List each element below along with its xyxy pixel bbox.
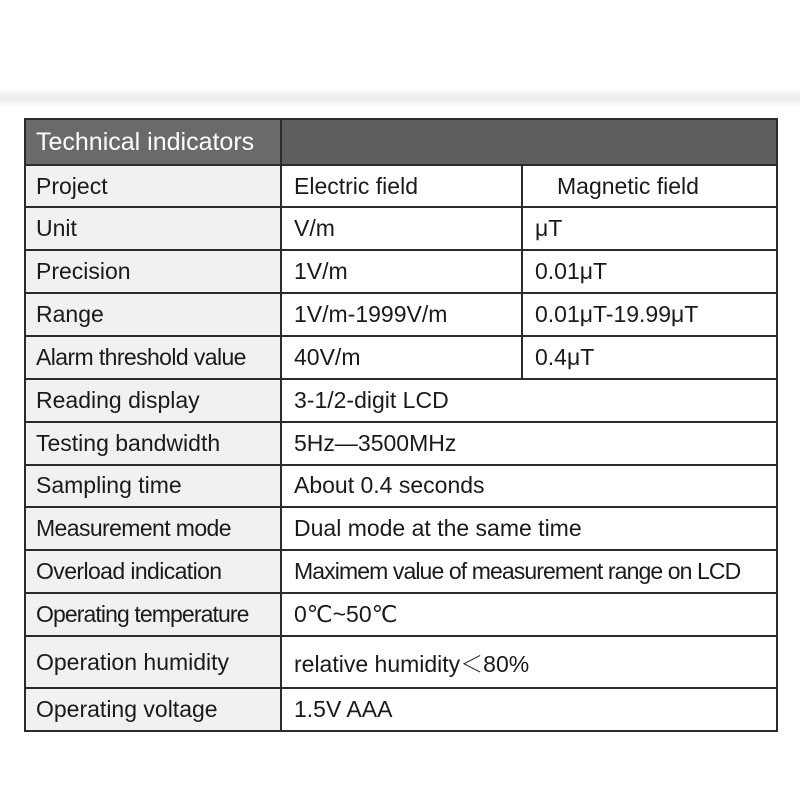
table-row: [25, 507, 777, 550]
row-value: Maximem value of measurement range on LCD: [281, 550, 777, 593]
row-label: Overload indication: [25, 550, 281, 593]
row-label: Operating temperature: [25, 593, 281, 636]
magnetic-value: 0.4μT: [522, 336, 777, 379]
row-label: Reading display: [25, 379, 281, 422]
row-label: Sampling time: [25, 465, 281, 508]
table-row: [25, 636, 777, 688]
row-label: Precision: [25, 250, 281, 293]
magnetic-value: μT: [522, 207, 777, 250]
row-label: Measurement mode: [25, 507, 281, 550]
electric-value: 1V/m-1999V/m: [281, 293, 522, 336]
table-title-row: [25, 119, 777, 165]
table-row: [25, 379, 777, 422]
row-value: About 0.4 seconds: [281, 465, 777, 508]
title-fill: [281, 119, 777, 165]
row-label: Operating voltage: [25, 688, 281, 731]
technical-indicators-table: [24, 118, 778, 732]
header-magnetic-field: Magnetic field: [522, 165, 777, 207]
table-row: [25, 688, 777, 731]
row-value: 0℃~50℃: [281, 593, 777, 636]
header-project: Project: [25, 165, 281, 207]
row-label: Range: [25, 293, 281, 336]
table-title: Technical indicators: [25, 119, 281, 165]
table-row: [25, 207, 777, 250]
row-label: Alarm threshold value: [25, 336, 281, 379]
row-value: Dual mode at the same time: [281, 507, 777, 550]
electric-value: V/m: [281, 207, 522, 250]
table-row: [25, 250, 777, 293]
row-label: Operation humidity: [25, 636, 281, 688]
row-label: Unit: [25, 207, 281, 250]
table-row: [25, 336, 777, 379]
table-header-row: [25, 165, 777, 207]
row-value: 3-1/2-digit LCD: [281, 379, 777, 422]
table-row: [25, 593, 777, 636]
magnetic-value: 0.01μT: [522, 250, 777, 293]
table-row: [25, 293, 777, 336]
magnetic-value: 0.01μT-19.99μT: [522, 293, 777, 336]
electric-value: 1V/m: [281, 250, 522, 293]
row-value: 5Hz—3500MHz: [281, 422, 777, 465]
electric-value: 40V/m: [281, 336, 522, 379]
table-row: [25, 422, 777, 465]
row-value: relative humidity＜80%: [281, 636, 777, 688]
top-shadow-band: [0, 88, 800, 108]
row-label: Testing bandwidth: [25, 422, 281, 465]
header-electric-field: Electric field: [281, 165, 522, 207]
row-value: 1.5V AAA: [281, 688, 777, 731]
table-row: [25, 465, 777, 508]
table-row: [25, 550, 777, 593]
